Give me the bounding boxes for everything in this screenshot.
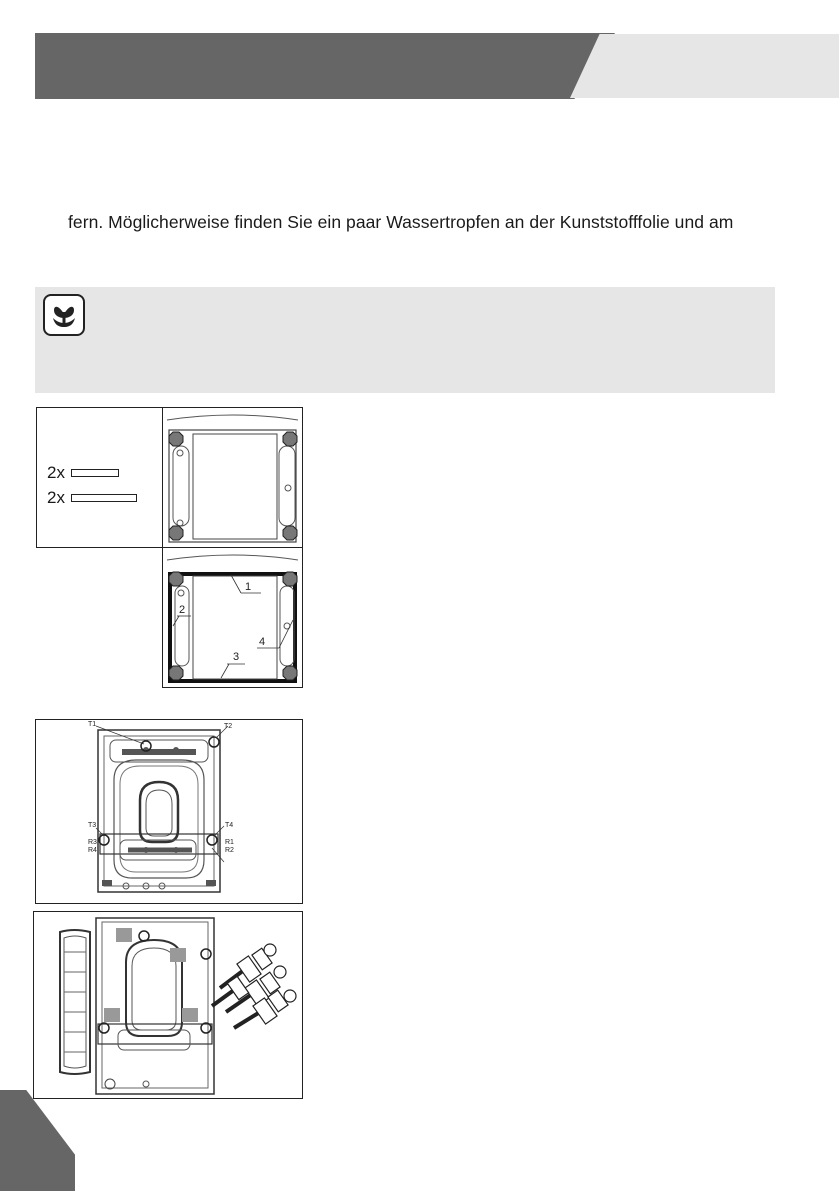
figure-c-label-r4: R4 bbox=[88, 847, 97, 854]
figure-c-label-t4: T4 bbox=[225, 822, 234, 829]
part-row-long bbox=[47, 488, 137, 508]
part-quantity: 2x bbox=[47, 463, 65, 482]
figure-base-view bbox=[162, 407, 303, 548]
figure-back-panel-bolts bbox=[35, 719, 303, 904]
figure-c-label-t2: T2 bbox=[224, 723, 233, 730]
part-quantity: 2x bbox=[47, 488, 65, 507]
long-cover-strip-icon bbox=[71, 494, 137, 502]
figure-c-label-r3: R3 bbox=[88, 839, 97, 846]
plant-sprout-icon bbox=[43, 294, 85, 336]
figure-c-label-r1: R1 bbox=[225, 839, 234, 846]
parts-list-box bbox=[36, 407, 163, 548]
figure-bolts-removed bbox=[33, 911, 303, 1099]
figure-c-label-r2: R2 bbox=[225, 847, 234, 854]
page-corner-tab bbox=[0, 1090, 75, 1191]
note-box bbox=[35, 287, 775, 393]
figure-b-label-3: 3 bbox=[233, 651, 240, 663]
figure-b-label-1: 1 bbox=[245, 581, 252, 593]
part-row-short bbox=[47, 463, 119, 483]
figure-base-strips bbox=[162, 547, 303, 688]
body-text-line: fern. Möglicherweise finden Sie ein paar Wassertropfen an der Kunststofffolie und am bbox=[68, 212, 734, 232]
figure-b-label-4: 4 bbox=[259, 636, 266, 648]
header-bar bbox=[35, 33, 615, 99]
figure-c-label-t1: T1 bbox=[88, 721, 97, 728]
short-cover-strip-icon bbox=[71, 469, 119, 477]
figure-c-label-t3: T3 bbox=[88, 822, 97, 829]
figure-b-label-2: 2 bbox=[179, 604, 186, 616]
header-tab bbox=[570, 34, 839, 98]
